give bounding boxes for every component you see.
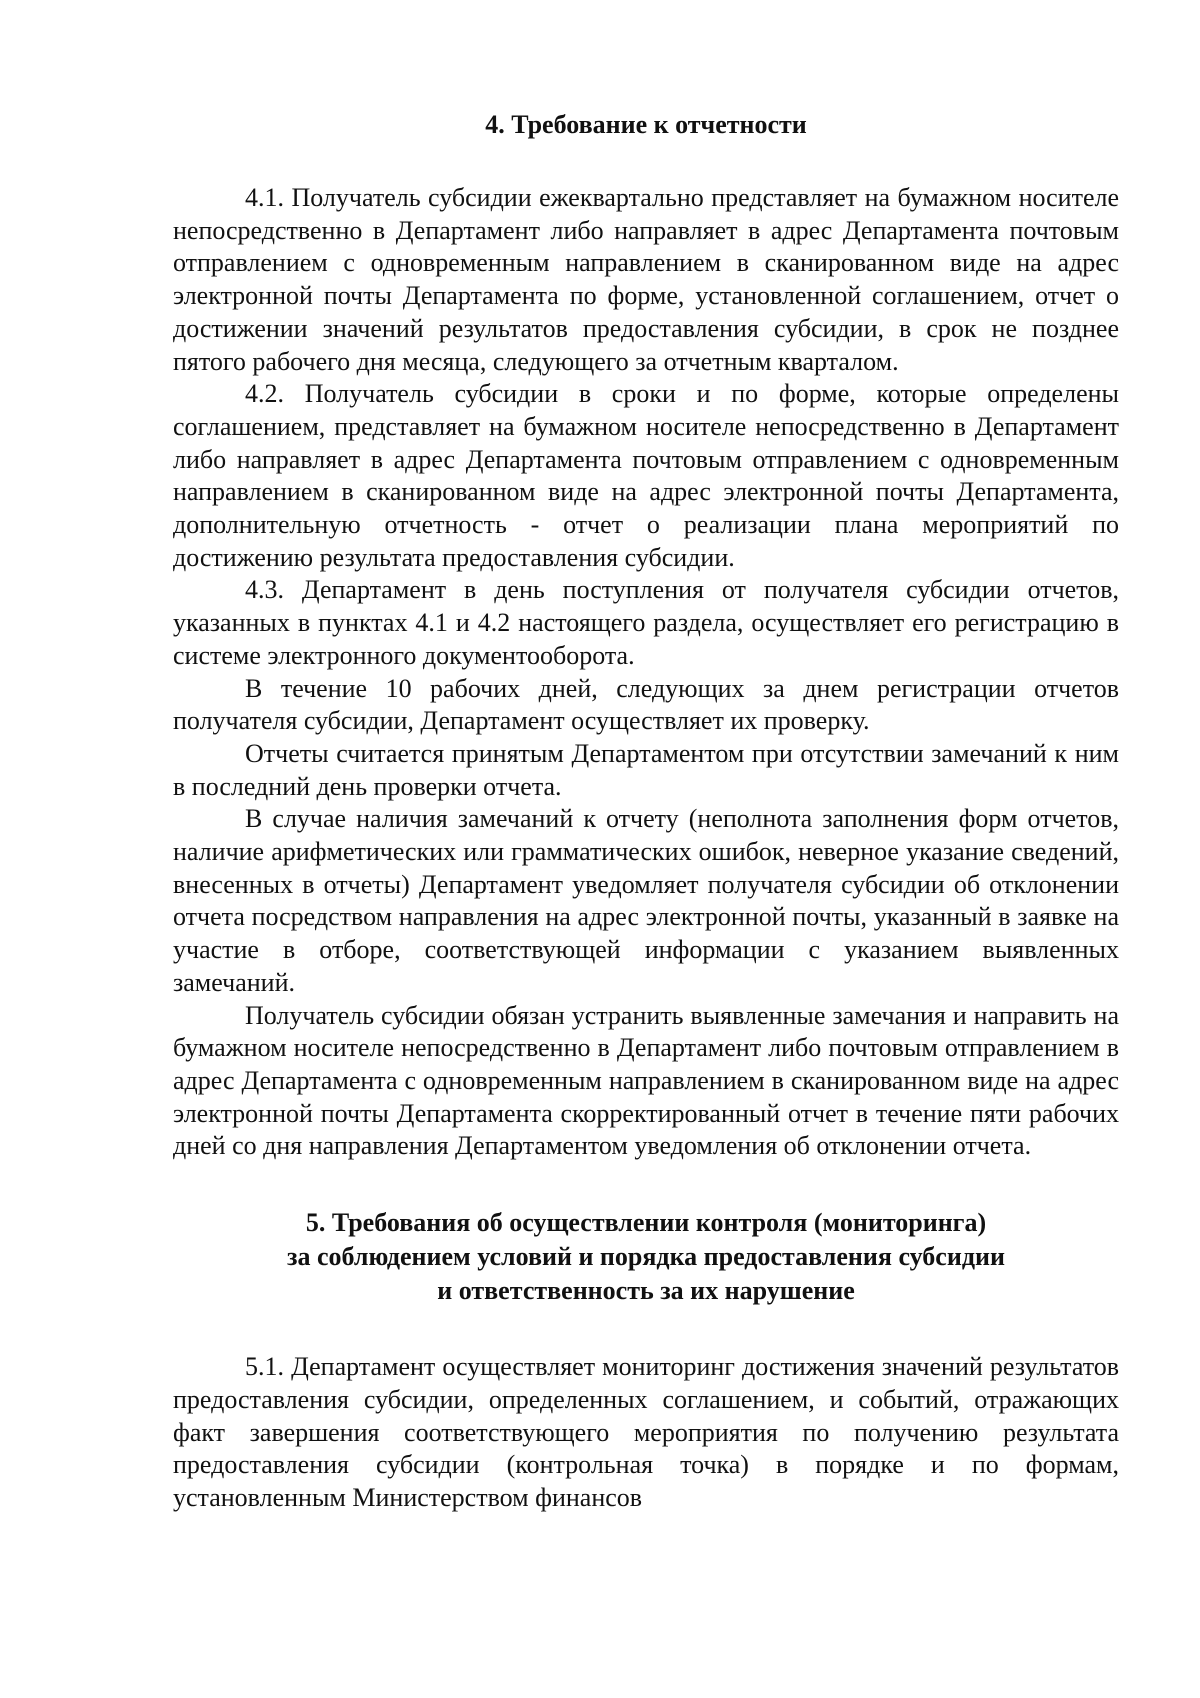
section-5-title xyxy=(173,1206,1119,1308)
paragraph-report-remarks: В случае наличия замечаний к отчету (неполнота заполнения форм отчетов, наличие арифметических или грамматических ошибок, неверное указание сведений, внесенных в отчеты) Департамент уведомляет получателя субсидии об отклонении отчета посредством направления на адрес электронной почты, указанный в заявке на участие в отборе, соответствующей информации с указанием выявленных замечаний. xyxy=(173,804,1119,997)
section-4-title: 4. Требование к отчетности xyxy=(485,110,807,139)
section-5-title-line-3: и ответственность за их нарушение xyxy=(437,1276,855,1306)
paragraph-4-2: 4.2. Получатель субсидии в сроки и по форме, которые определены соглашением, представляет на бумажном носителе непосредственно в Департамент либо направляет в адрес Департамента почтовым отправлением с одновременным направлением в сканированном виде на адрес электронной почты Департамента, дополнительную отчетность - отчет о реализации плана мероприятий по достижению результата предоставления субсидии. xyxy=(173,379,1119,572)
paragraph-report-acceptance: Отчеты считается принятым Департаментом при отсутствии замечаний к ним в последний день проверки отчета. xyxy=(173,738,1119,801)
paragraph-4-3: 4.3. Департамент в день поступления от получателя субсидии отчетов, указанных в пунктах 4.1 и 4.2 настоящего раздела, осуществляет его регистрацию в системе электронного документооборота. xyxy=(173,575,1119,670)
paragraph-report-correction: Получатель субсидии обязан устранить выявленные замечания и направить на бумажном носителе непосредственно в Департамент либо почтовым отправлением в адрес Департамента с одновременным направлением в сканированном виде на адрес электронной почты Департамента скорректированный отчет в течение пяти рабочих дней со дня направления Департаментом уведомления об отклонении отчета. xyxy=(173,1000,1119,1161)
section-5-title-line-2: за соблюдением условий и порядка предоставления субсидии xyxy=(287,1242,1005,1272)
section-5-title-line-1: 5. Требования об осуществлении контроля (мониторинга) xyxy=(305,1208,987,1238)
paragraph-5-1: 5.1. Департамент осуществляет мониторинг достижения значений результатов предоставления субсидии, определенных соглашением, и событий, отражающих факт завершения соответствующего мероприятия по получению результата предоставления субсидии (контрольная точка) в порядке и по формам, установленным Министерством финансов xyxy=(173,1352,1119,1512)
page-content xyxy=(173,108,1119,1515)
paragraph-4-1: 4.1. Получатель субсидии ежеквартально представляет на бумажном носителе непосредственно в Департамент либо направляет в адрес Департамента почтовым отправлением с одновременным направлением в сканированном виде на адрес электронной почты Департамента по форме, установленной соглашением, отчет о достижении значений результатов предоставления субсидии, в срок не позднее пятого рабочего дня месяца, следующего за отчетным кварталом. xyxy=(173,183,1119,376)
paragraph-review-period: В течение 10 рабочих дней, следующих за днем регистрации отчетов получателя субсидии, Департамент осуществляет их проверку. xyxy=(173,673,1119,736)
